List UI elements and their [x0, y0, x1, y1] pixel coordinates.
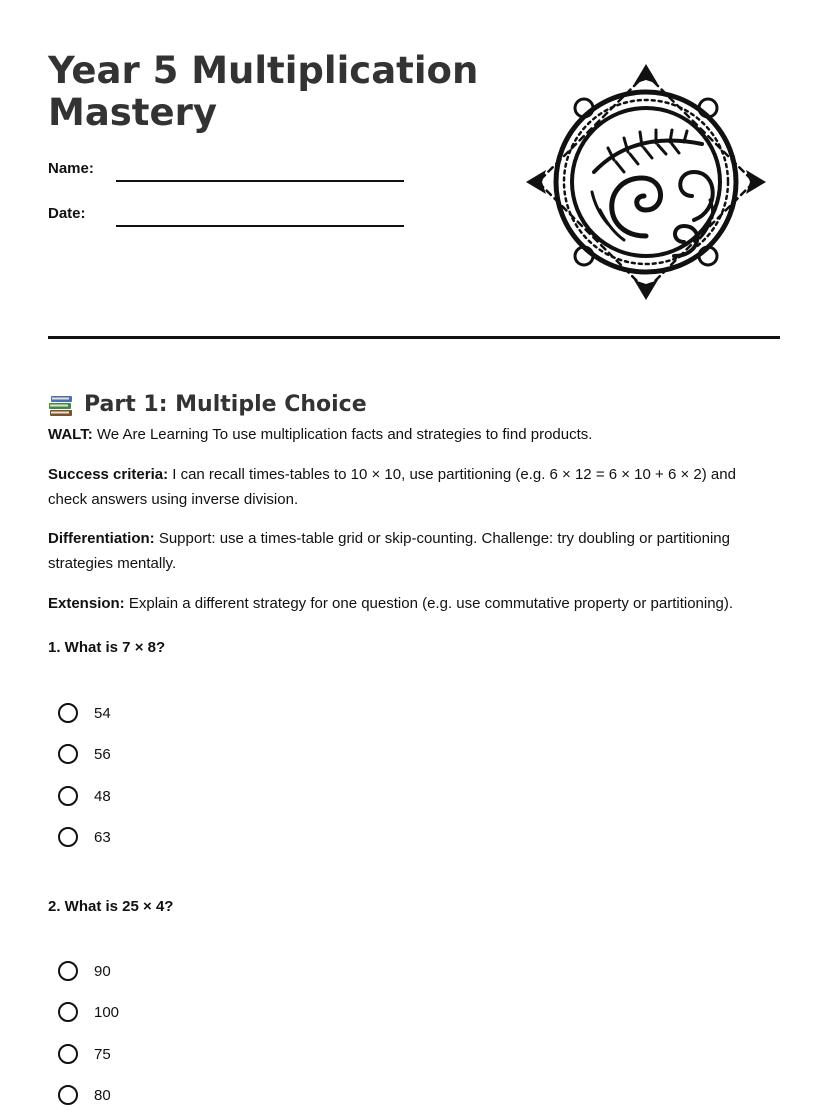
part-1-heading-text: Part 1: Multiple Choice	[84, 392, 367, 418]
option-label: 75	[94, 1045, 111, 1063]
radio-button[interactable]	[58, 786, 78, 806]
success-criteria-text: I can recall times-tables to 10 × 10, use partitioning (e.g. 6 × 12 = 6 × 10 + 6 × 2) and check answers using inverse division.	[48, 466, 736, 508]
name-field	[48, 160, 408, 190]
extension-label: Extension:	[48, 595, 125, 612]
option-label: 100	[94, 1003, 120, 1021]
radio-button[interactable]	[58, 961, 78, 981]
part-1-heading	[48, 392, 367, 417]
differentiation-paragraph	[48, 526, 768, 576]
question-2-option-d[interactable]	[58, 1082, 111, 1108]
section-divider	[48, 336, 780, 339]
question-1-option-d[interactable]	[58, 824, 111, 850]
radio-button[interactable]	[58, 1044, 78, 1064]
date-label: Date:	[48, 205, 86, 222]
radio-button[interactable]	[58, 827, 78, 847]
option-label: 63	[94, 828, 111, 846]
extension-paragraph	[48, 591, 768, 616]
name-write-line	[116, 180, 404, 182]
radio-button[interactable]	[58, 744, 78, 764]
radio-button[interactable]	[58, 703, 78, 723]
question-2-option-c[interactable]	[58, 1041, 111, 1067]
question-1-option-c[interactable]	[58, 783, 111, 809]
question-2-option-b[interactable]	[58, 999, 119, 1025]
question-1-option-b[interactable]	[58, 741, 111, 767]
date-write-line	[116, 225, 404, 227]
question-1-option-a[interactable]	[58, 700, 111, 726]
question-2-option-a[interactable]	[58, 958, 111, 984]
walt-text: We Are Learning To use multiplication facts and strategies to find products.	[92, 426, 593, 443]
option-label: 80	[94, 1086, 111, 1104]
radio-button[interactable]	[58, 1002, 78, 1022]
success-criteria-label: Success criteria:	[48, 466, 169, 483]
option-label: 90	[94, 962, 111, 980]
question-2-prompt: 2. What is 25 × 4?	[48, 898, 174, 915]
date-field	[48, 205, 408, 235]
name-label: Name:	[48, 160, 94, 177]
option-label: 54	[94, 704, 111, 722]
books-icon	[48, 393, 74, 417]
walt-paragraph	[48, 422, 768, 447]
walt-label: WALT:	[48, 426, 93, 443]
radio-button[interactable]	[58, 1085, 78, 1105]
option-label: 48	[94, 787, 111, 805]
question-1-prompt: 1. What is 7 × 8?	[48, 639, 166, 656]
differentiation-text: Support: use a times-table grid or skip-counting. Challenge: try doubling or partitioning strategies mentally.	[48, 530, 730, 572]
success-criteria-paragraph	[48, 462, 768, 512]
worksheet-title: Year 5 Multiplication Mastery	[48, 49, 479, 134]
differentiation-label: Differentiation:	[48, 530, 155, 547]
option-label: 56	[94, 745, 111, 763]
extension-text: Explain a different strategy for one question (e.g. use commutative property or partitioning).	[124, 595, 734, 612]
worksheet-page	[48, 0, 780, 1118]
koru-emblem-icon	[524, 60, 768, 304]
